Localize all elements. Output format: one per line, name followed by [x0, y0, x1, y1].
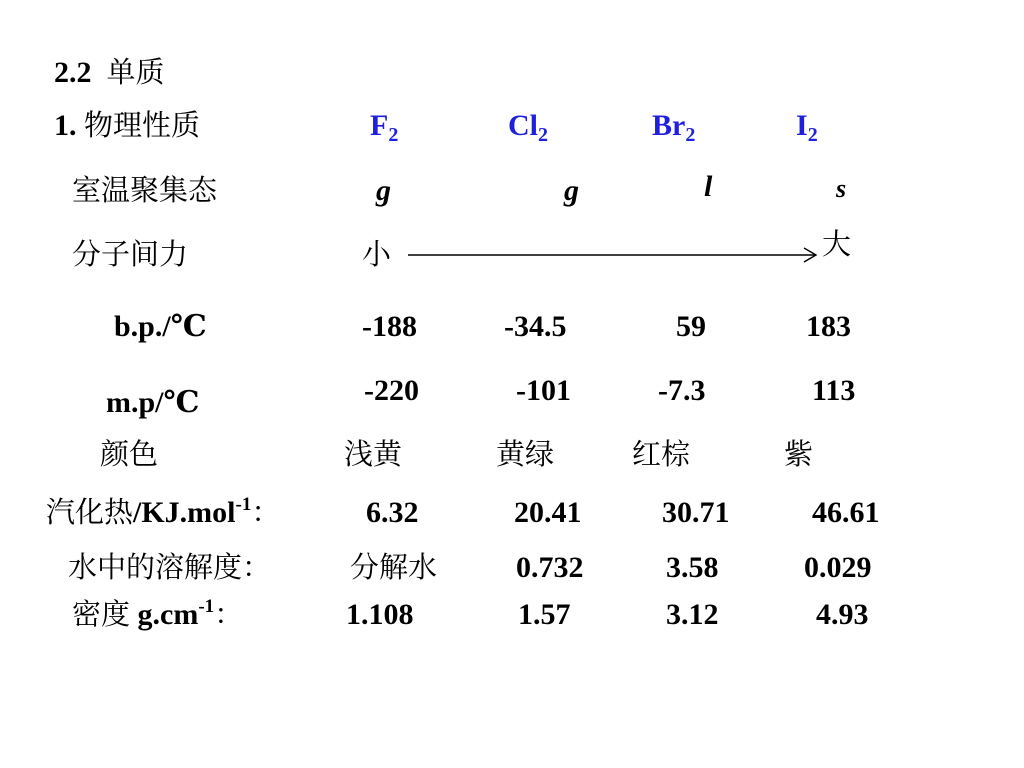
- mp-cl2: -101: [516, 374, 571, 407]
- bp-br2: 59: [676, 310, 706, 343]
- element-header-cl2: $Cl_2$: [508, 109, 548, 146]
- force-large: 大: [822, 227, 852, 261]
- vaporization-br2: 30.71: [662, 496, 730, 529]
- subsection-title: 物理性质: [84, 108, 201, 142]
- section-title: 单质: [106, 55, 165, 89]
- solubility-i2: 0.029: [804, 551, 872, 584]
- state-cl2: g: [564, 174, 579, 207]
- state-label: 室温聚集态: [72, 173, 218, 207]
- bp-cl2: -34.5: [504, 310, 567, 343]
- mp-i2: 113: [812, 374, 856, 407]
- solubility-br2: 3.58: [666, 551, 719, 584]
- increasing-arrow-icon: [408, 244, 820, 266]
- state-i2: s: [836, 174, 847, 203]
- solubility-cl2: 0.732: [516, 551, 584, 584]
- bp-label: b.p./℃: [114, 310, 207, 343]
- color-f2: 浅黄: [344, 437, 403, 471]
- subsection-heading: [54, 108, 201, 142]
- density-br2: 3.12: [666, 598, 719, 631]
- state-br2: l: [704, 170, 713, 203]
- density-cl2: 1.57: [518, 598, 571, 631]
- vaporization-i2: 46.61: [812, 496, 880, 529]
- density-label: 密度 $g.cm^{-1}$：: [72, 596, 244, 631]
- bp-i2: 183: [806, 310, 851, 343]
- bp-f2: -188: [362, 310, 417, 343]
- mp-f2: -220: [364, 374, 419, 407]
- mp-label: m.p/℃: [106, 386, 200, 419]
- vaporization-cl2: 20.41: [514, 496, 582, 529]
- color-i2: 紫: [784, 437, 814, 471]
- density-i2: 4.93: [816, 598, 869, 631]
- section-heading: [54, 55, 165, 89]
- element-header-f2: $F_2$: [370, 109, 399, 146]
- solubility-f2: 分解水: [350, 550, 438, 584]
- color-label: 颜色: [100, 437, 159, 471]
- section-number: 2.2: [54, 56, 92, 89]
- mp-br2: -7.3: [658, 374, 706, 407]
- state-f2: g: [376, 174, 391, 207]
- subsection-number: 1.: [54, 109, 77, 142]
- color-br2: 红棕: [632, 437, 691, 471]
- element-header-br2: $Br_2$: [652, 109, 696, 146]
- density-f2: 1.108: [346, 598, 414, 631]
- solubility-label: 水中的溶解度：: [68, 550, 272, 584]
- element-header-i2: $I_2$: [796, 109, 818, 146]
- vaporization-f2: 6.32: [366, 496, 419, 529]
- force-label: 分子间力: [72, 237, 189, 271]
- vaporization-label: 汽化热/KJ.mol$^{-1}$：: [46, 494, 281, 529]
- force-small: 小: [362, 237, 392, 271]
- color-cl2: 黄绿: [496, 437, 555, 471]
